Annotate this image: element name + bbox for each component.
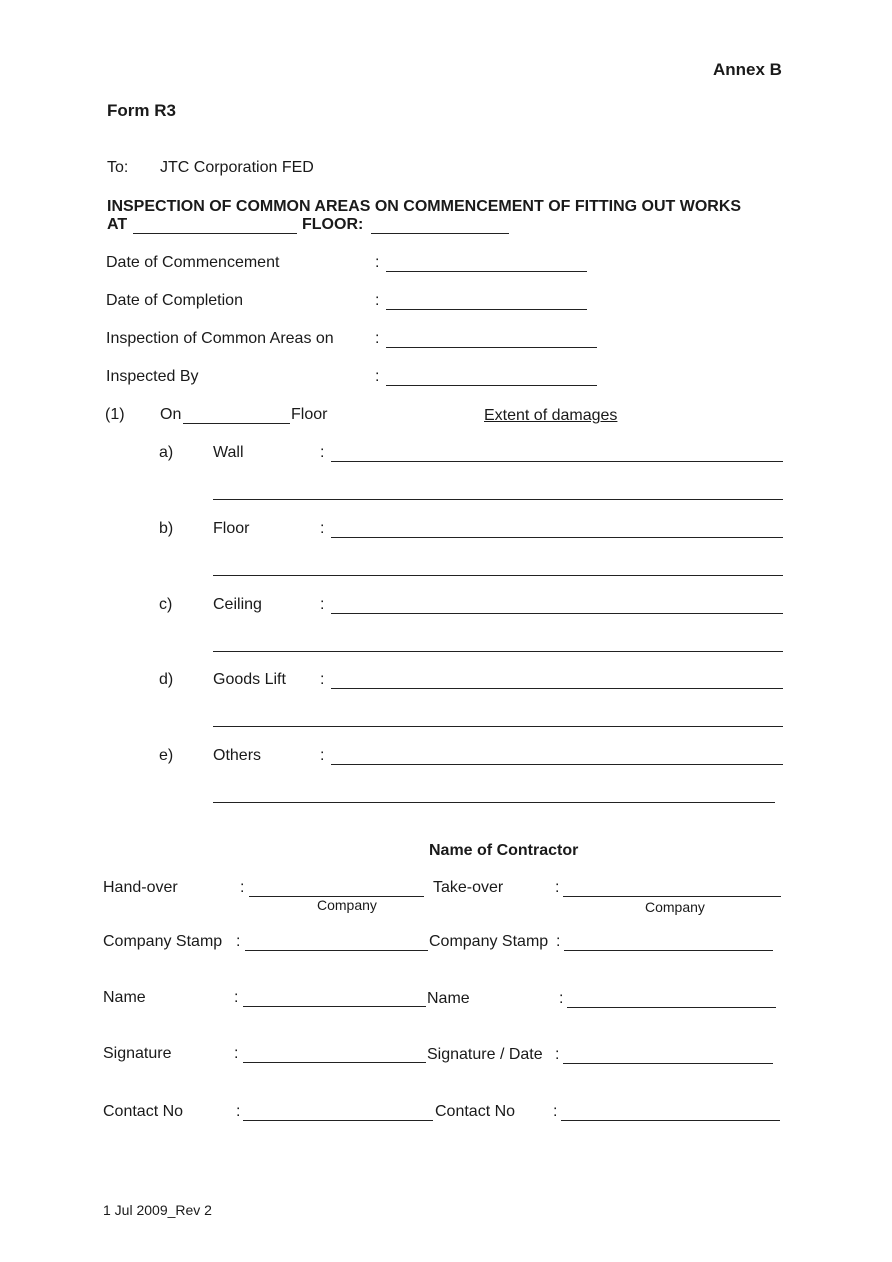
handover-name-field[interactable] [243,1006,426,1007]
ceiling-damage-line-2[interactable] [213,651,783,652]
handover-stamp-label: Company Stamp [103,933,223,950]
takeover-name-label: Name [427,990,470,1007]
goods-lift-damage-line[interactable] [331,688,783,689]
item-ceiling-label: Ceiling [213,596,262,613]
item-others-label: Others [213,747,262,764]
handover-signature-field[interactable] [243,1062,426,1063]
field-colon: : [236,1103,241,1120]
inspection-date-field[interactable] [386,347,597,348]
title-floor-label: FLOOR: [302,216,364,233]
field-colon: : [236,933,241,950]
form-id: Form R3 [107,101,176,120]
field-colon: : [240,879,245,896]
ceiling-damage-line[interactable] [331,613,783,614]
field-colon: : [320,444,325,461]
contractor-heading: Name of Contractor [429,842,579,859]
section-floor-field[interactable] [183,423,290,424]
wall-damage-line[interactable] [331,461,783,462]
item-letter: d) [159,671,174,688]
inspection-date-label: Inspection of Common Areas on [106,330,334,347]
date-completion-label: Date of Completion [106,292,243,309]
handover-signature-label: Signature [103,1045,172,1062]
field-colon: : [320,596,325,613]
takeover-name-field[interactable] [567,1007,776,1008]
goods-lift-damage-line-2[interactable] [213,726,783,727]
takeover-contact-field[interactable] [561,1120,780,1121]
field-colon: : [553,1103,558,1120]
field-colon: : [559,990,564,1007]
item-letter: c) [159,596,173,613]
field-colon: : [555,879,560,896]
field-colon: : [375,292,380,309]
at-field-line[interactable] [133,233,297,234]
field-colon: : [556,933,561,950]
title-at-label: AT [107,216,128,233]
takeover-company-field[interactable] [563,896,781,897]
floor-damage-line[interactable] [331,537,783,538]
field-colon: : [234,989,239,1006]
handover-stamp-field[interactable] [245,950,428,951]
item-goods-lift-label: Goods Lift [213,671,286,688]
handover-contact-field[interactable] [243,1120,433,1121]
form-title: INSPECTION OF COMMON AREAS ON COMMENCEMENT OF FITTING OUT WORKS [107,198,742,215]
takeover-signature-field[interactable] [563,1063,773,1064]
handover-company-caption: Company [317,897,377,913]
wall-damage-line-2[interactable] [213,499,783,500]
field-colon: : [320,747,325,764]
section-on-label: On [160,406,182,423]
date-commencement-label: Date of Commencement [106,254,280,271]
field-colon: : [375,330,380,347]
inspected-by-field[interactable] [386,385,597,386]
takeover-label: Take-over [433,879,504,896]
field-colon: : [320,520,325,537]
item-letter: b) [159,520,174,537]
date-completion-field[interactable] [386,309,587,310]
takeover-stamp-field[interactable] [564,950,773,951]
section-floor-label: Floor [291,406,328,423]
field-colon: : [320,671,325,688]
handover-name-label: Name [103,989,146,1006]
item-floor-label: Floor [213,520,250,537]
date-commencement-field[interactable] [386,271,587,272]
others-damage-line[interactable] [331,764,783,765]
floor-field-line[interactable] [371,233,509,234]
inspected-by-label: Inspected By [106,368,199,385]
item-letter: a) [159,444,174,461]
handover-label: Hand-over [103,879,178,896]
takeover-stamp-label: Company Stamp [429,933,549,950]
to-label: To: [107,159,129,176]
others-damage-line-2[interactable] [213,802,775,803]
section-number: (1) [105,406,125,423]
field-colon: : [234,1045,239,1062]
revision-footer: 1 Jul 2009_Rev 2 [103,1202,212,1218]
addressee-name: JTC Corporation FED [160,159,314,176]
floor-damage-line-2[interactable] [213,575,783,576]
extent-heading: Extent of damages [484,407,618,424]
annex-label: Annex B [713,60,782,79]
field-colon: : [375,368,380,385]
takeover-signature-label: Signature / Date [427,1046,543,1063]
takeover-company-caption: Company [645,899,705,915]
item-letter: e) [159,747,174,764]
takeover-contact-label: Contact No [435,1103,516,1120]
field-colon: : [375,254,380,271]
handover-contact-label: Contact No [103,1103,184,1120]
field-colon: : [555,1046,560,1063]
item-wall-label: Wall [213,444,244,461]
